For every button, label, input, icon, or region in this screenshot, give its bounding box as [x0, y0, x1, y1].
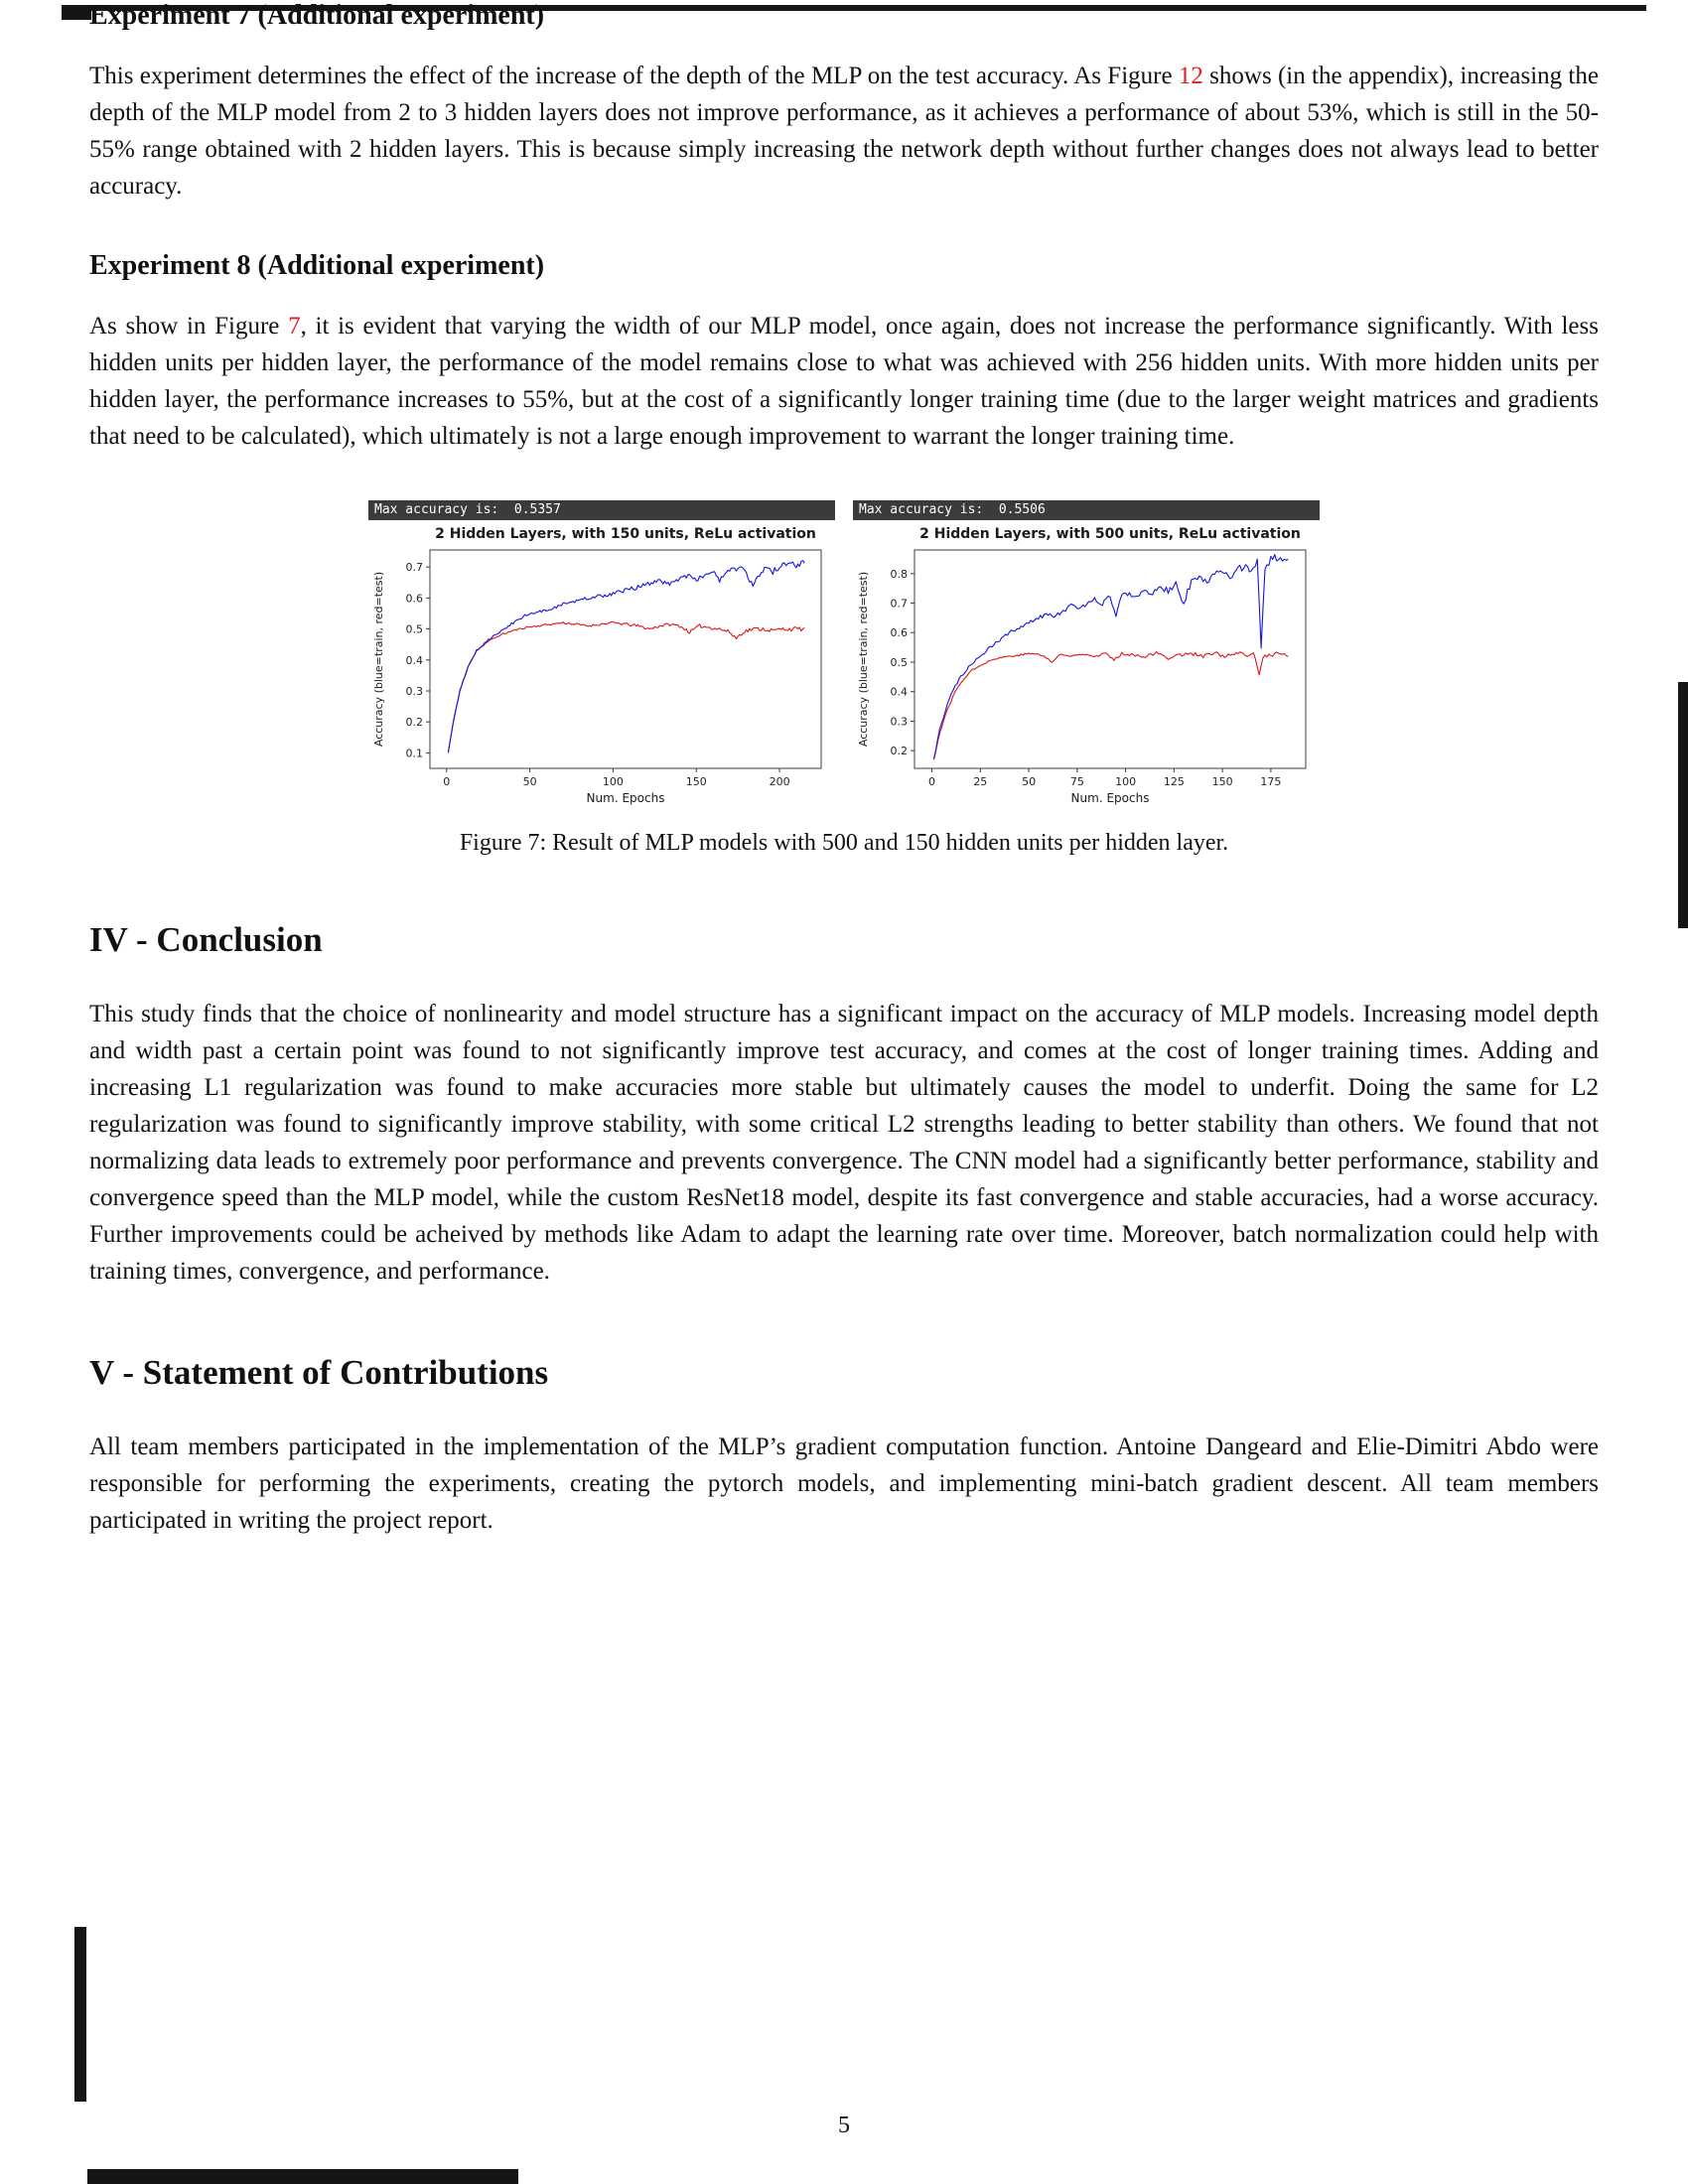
contributions-paragraph: All team members participated in the implementation of the MLP’s gradient computation function. Antoine Dangeard and Elie-Dimitri Abdo were responsible for performing the experiments, creating the pytorch models, and implementing mini-batch gradient descent. All team members participated in writing the project report. [89, 1433, 1599, 1534]
series-test-curve [934, 652, 1289, 760]
y-tick-label: 0.2 [890, 745, 908, 758]
experiment8-text-after-ref: , it is evident that varying the width of our MLP model, once again, does not increase the performance significantly. With less hidden units per hidden layer, the performance of the model remains close to what was achieved with 256 hidden units. With more hidden units per hidden layer, the performance increases to 55%, but at the cost of a significantly longer training time (due to the larger weight matrices and gradients that need to be calculated), which ultimately is not a large enough improvement to warrant the longer training time. [89, 313, 1599, 450]
x-axis-label: Num. Epochs [1070, 791, 1150, 805]
plot-window-titlebar-left: Max accuracy is: 0.5357 [368, 500, 835, 520]
x-tick-label: 175 [1260, 775, 1282, 788]
plot-canvas-150-units [368, 520, 835, 810]
plot-title: 2 Hidden Layers, with 150 units, ReLu activation [435, 526, 816, 542]
x-tick-label: 50 [522, 775, 537, 788]
page-number: 5 [838, 2113, 850, 2138]
plot-title: 2 Hidden Layers, with 500 units, ReLu activation [919, 526, 1301, 542]
experiment7-text-before-ref: This experiment determines the effect of the increase of the depth of the MLP on the test accuracy. As Figure [89, 63, 1179, 89]
x-tick-label: 75 [1069, 775, 1084, 788]
y-axis-label: Accuracy (blue=train, red=test) [857, 571, 870, 748]
x-tick-label: 0 [928, 775, 936, 788]
x-tick-label: 50 [1022, 775, 1037, 788]
x-tick-label: 0 [443, 775, 451, 788]
figure-7-caption: Figure 7: Result of MLP models with 500 and 150 hidden units per hidden layer. [459, 830, 1229, 856]
axes-box [430, 550, 821, 768]
y-tick-label: 0.1 [405, 747, 423, 760]
y-tick-label: 0.5 [890, 655, 908, 669]
x-tick-label: 200 [769, 775, 790, 788]
y-tick-label: 0.2 [405, 716, 423, 730]
page-edge-artifact-right [1678, 682, 1688, 928]
contributions-heading: V - Statement of Contributions [89, 1353, 549, 1392]
y-tick-label: 0.7 [405, 561, 423, 575]
y-tick-label: 0.8 [890, 567, 908, 581]
x-tick-label: 25 [973, 775, 988, 788]
axes-box [914, 550, 1306, 768]
series-test-curve [448, 621, 804, 752]
figure-12-reference-link[interactable]: 12 [1178, 63, 1203, 89]
y-tick-label: 0.3 [890, 715, 908, 729]
x-tick-label: 100 [1115, 775, 1137, 788]
plot-figure-150-units [368, 500, 835, 810]
x-tick-label: 150 [1211, 775, 1233, 788]
page-edge-artifact-bottom [87, 2169, 518, 2184]
y-tick-label: 0.5 [405, 622, 423, 636]
experiment7-text-after-ref: shows (in the appendix), increasing the depth of the MLP model from 2 to 3 hidden layers does not improve performance, as it achieves a performance of about 53%, which is still in the 50-55% range obtained with 2 hidden layers. This is because simply increasing the network depth without further changes does not always lead to better accuracy. [89, 63, 1599, 200]
y-tick-label: 0.7 [890, 597, 908, 611]
y-tick-label: 0.4 [890, 685, 908, 699]
series-train-curve [448, 561, 804, 753]
experiment7-heading: Experiment 7 (Additional experiment) [89, 0, 545, 31]
y-tick-label: 0.4 [405, 653, 423, 667]
x-tick-label: 125 [1163, 775, 1185, 788]
page-edge-artifact-top-left [62, 5, 91, 20]
y-tick-label: 0.6 [890, 626, 908, 640]
plot-window-titlebar-right: Max accuracy is: 0.5506 [853, 500, 1320, 520]
page-edge-artifact-left [74, 1927, 86, 2102]
series-train-curve [934, 555, 1289, 759]
y-axis-label: Accuracy (blue=train, red=test) [372, 571, 385, 748]
experiment8-paragraph [89, 308, 1599, 455]
experiment8-text-before-ref: As show in Figure [89, 313, 289, 340]
x-tick-label: 100 [602, 775, 624, 788]
experiment8-heading: Experiment 8 (Additional experiment) [89, 250, 545, 281]
page-content [89, 0, 1599, 1584]
x-tick-label: 150 [685, 775, 707, 788]
x-axis-label: Num. Epochs [586, 791, 665, 805]
y-tick-label: 0.6 [405, 592, 423, 606]
conclusion-heading: IV - Conclusion [89, 920, 323, 959]
y-tick-label: 0.3 [405, 684, 423, 698]
experiment7-paragraph [89, 58, 1599, 205]
plot-figure-500-units [853, 500, 1320, 810]
plot-canvas-500-units [853, 520, 1320, 810]
figure-7-plots [89, 500, 1599, 810]
conclusion-paragraph: This study finds that the choice of nonlinearity and model structure has a significant impact on the accuracy of MLP models. Increasing model depth and width past a certain point was found to not significantly improve test accuracy, and comes at the cost of longer training times. Adding and increasing L1 regularization was found to make accuracies more stable but ultimately causes the model to underfit. Doing the same for L2 regularization was found to significantly improve stability, with some critical L2 strengths leading to better stability than others. We found that not normalizing data leads to extremely poor performance and prevents convergence. The CNN model had a significantly better performance, stability and convergence speed than the MLP model, while the custom ResNet18 model, despite its fast convergence and stable accuracies, had a worse accuracy. Further improvements could be acheived by methods like Adam to adapt the learning rate over time. Moreover, batch normalization could help with training times, convergence, and performance. [89, 1001, 1599, 1285]
figure-7-reference-link[interactable]: 7 [288, 313, 301, 340]
